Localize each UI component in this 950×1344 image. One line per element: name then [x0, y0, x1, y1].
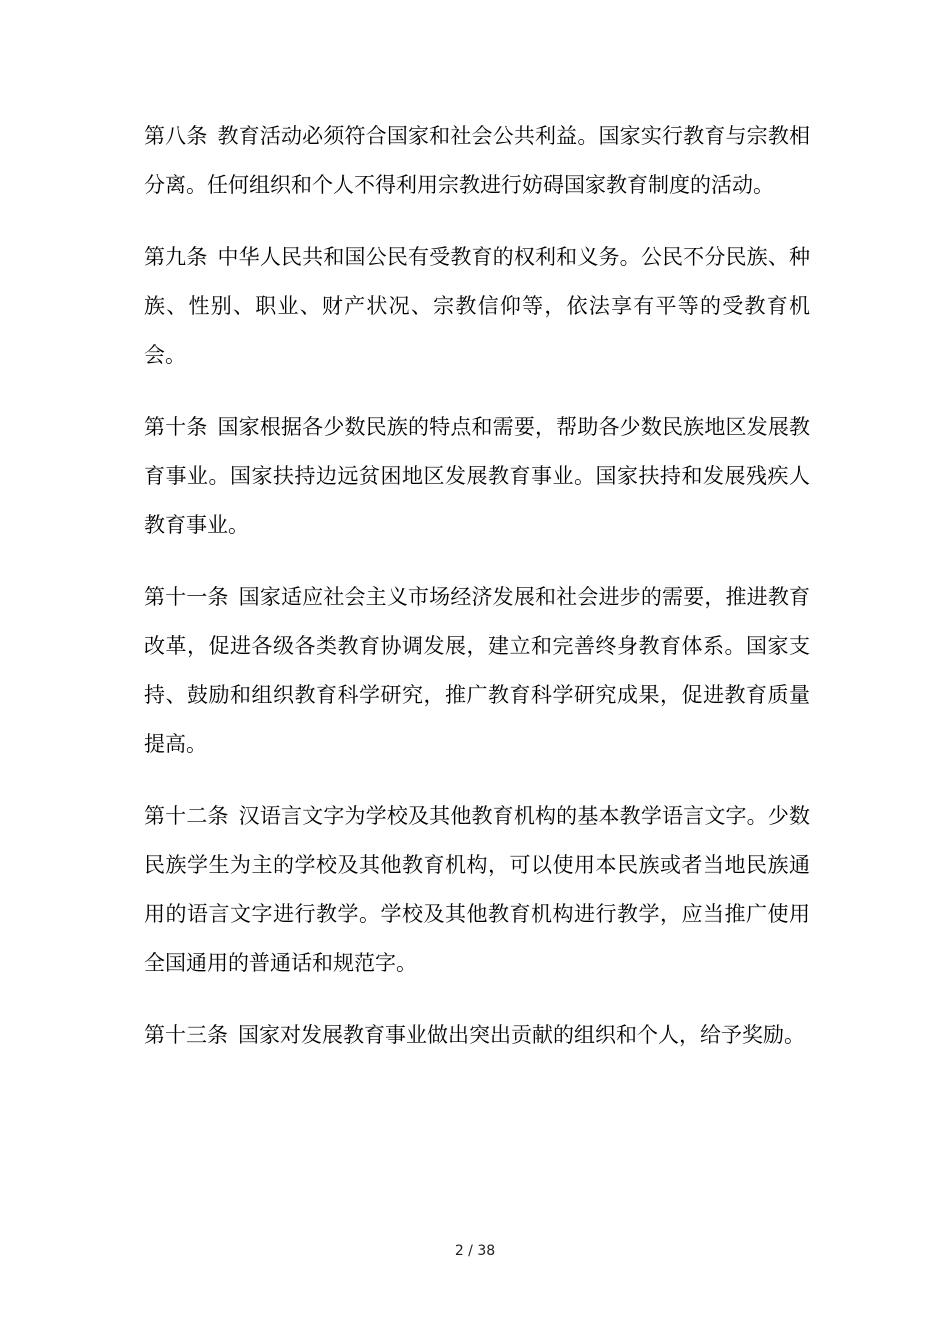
article-text: 国家根据各少数民族的特点和需要，帮助各少数民族地区发展教育事业。国家扶持边远贫困地区发展教育事业。国家扶持和发展残疾人教育事业。 [144, 415, 810, 537]
article-text: 教育活动必须符合国家和社会公共利益。国家实行教育与宗教相分离。任何组织和个人不得利用宗教进行妨碍国家教育制度的活动。 [144, 124, 810, 197]
document-body [144, 112, 810, 1083]
article-text: 国家适应社会主义市场经济发展和社会进步的需要，推进教育改革，促进各级各类教育协调发展，建立和完善终身教育体系。国家支持、鼓励和组织教育科学研究，推广教育科学研究成果，促进教育质量提高。 [144, 585, 811, 756]
article-text: 汉语言文字为学校及其他教育机构的基本教学语言文字。少数民族学生为主的学校及其他教育机构，可以使用本民族或者当地民族通用的语言文字进行教学。学校及其他教育机构进行教学，应当推广使用全国通用的普通话和规范字。 [144, 804, 811, 975]
article-number: 第十二条 [144, 804, 229, 828]
article-number: 第十条 [144, 415, 208, 439]
article-12 [144, 792, 810, 988]
article-number: 第九条 [144, 245, 208, 269]
article-9 [144, 233, 810, 380]
article-number: 第十三条 [144, 1023, 228, 1047]
article-10 [144, 403, 810, 550]
article-text: 中华人民共和国公民有受教育的权利和义务。公民不分民族、种族、性别、职业、财产状况、宗教信仰等，依法享有平等的受教育机会。 [144, 245, 810, 367]
article-11 [144, 573, 810, 769]
article-text: 国家对发展教育事业做出突出贡献的组织和个人，给予奖励。 [238, 1023, 805, 1047]
article-number: 第十一条 [144, 585, 229, 609]
article-number: 第八条 [144, 124, 208, 148]
article-13 [144, 1011, 810, 1060]
page-number: 2 / 38 [454, 1243, 496, 1259]
article-8 [144, 112, 810, 210]
